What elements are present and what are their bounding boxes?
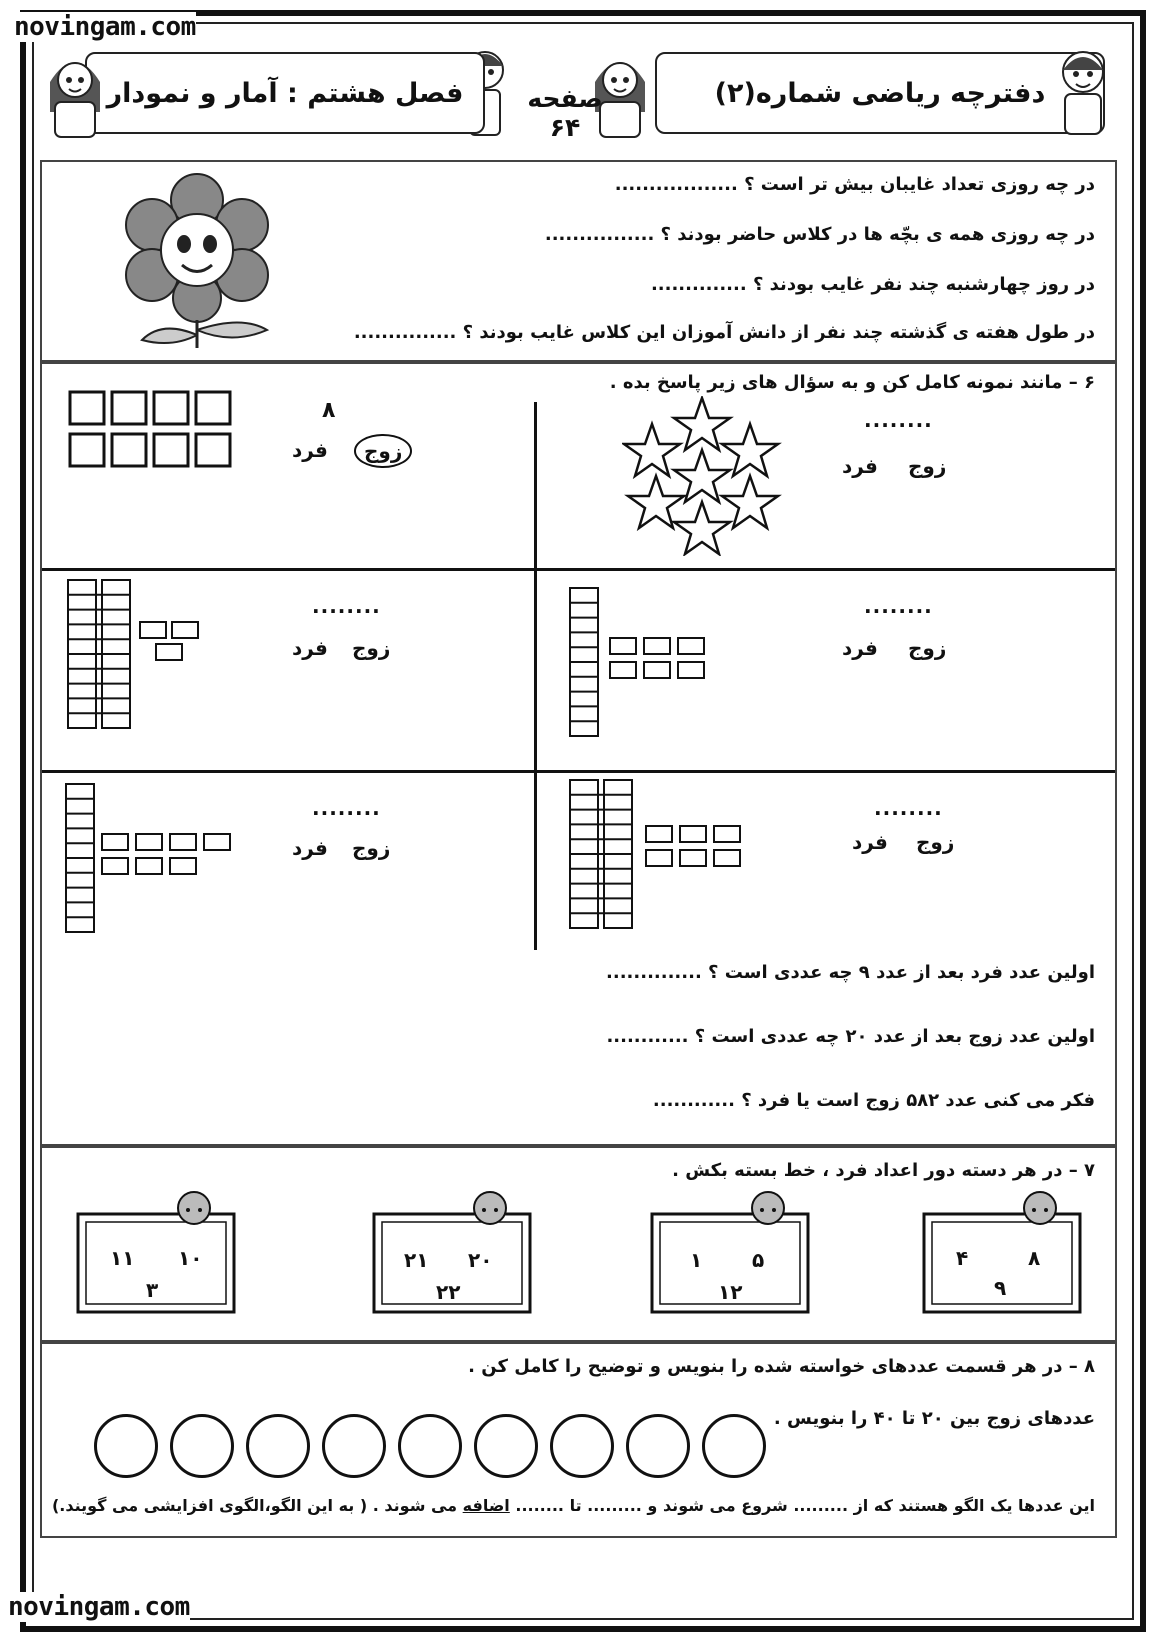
board-number[interactable]: ۴ <box>956 1246 969 1270</box>
answer-circle[interactable] <box>398 1414 462 1478</box>
stars-group-icon <box>622 396 782 556</box>
pattern-text-1: این عددها یک الگو هستند که از ......... شروع می شوند و ......... تا ........ <box>509 1496 1095 1515</box>
section6-question-2: اولین عدد زوج بعد از عدد ۲۰ چه عددی است ؟ ............ <box>606 1026 1095 1047</box>
board-number[interactable]: ۲۲ <box>436 1280 461 1304</box>
number-board[interactable] <box>920 1190 1085 1315</box>
board-number[interactable]: ۱ <box>690 1248 703 1272</box>
page-number: صفحه ۶۴ <box>527 84 603 142</box>
section8-title: ۸ – در هر قسمت عددهای خواسته شده را بنویس و توضیح را کامل کن . <box>468 1356 1095 1377</box>
board-number[interactable]: ۸ <box>1028 1246 1041 1270</box>
divider-row1 <box>42 568 1115 571</box>
pattern-text-added: اضافه <box>462 1496 510 1515</box>
book-title: دفترچه ریاضی شماره(۲) <box>714 77 1046 109</box>
section6-question-1: اولین عدد فرد بعد از عدد ۹ چه عددی است ؟ .............. <box>606 962 1095 983</box>
answer-circle[interactable] <box>170 1414 234 1478</box>
even-pattern-section <box>40 1342 1117 1538</box>
answer-blank[interactable]: ........ <box>312 796 381 820</box>
odd-label[interactable]: فرد <box>852 830 888 854</box>
question-3: در روز چهارشنبه چند نفر غایب بودند ؟ .............. <box>650 274 1095 295</box>
board-number[interactable]: ۱۰ <box>178 1246 203 1270</box>
pattern-text-2: می شوند . ( به این الگو،الگوی <box>213 1496 463 1515</box>
odd-even-section <box>40 362 1117 1146</box>
odd-label[interactable]: فرد <box>842 454 878 478</box>
eight-squares-icon <box>68 390 234 470</box>
answer-blank[interactable]: ........ <box>312 594 381 618</box>
number-board[interactable] <box>74 1190 239 1315</box>
attendance-questions-box <box>40 160 1117 362</box>
chapter-title: فصل هشتم : آمار و نمودار <box>106 77 464 109</box>
answer-circle[interactable] <box>474 1414 538 1478</box>
question-1: در چه روزی تعداد غایبان بیش تر است ؟ .................. <box>614 174 1095 195</box>
flower-illustration-icon <box>102 170 292 350</box>
answer-blank[interactable]: ........ <box>864 594 933 618</box>
question-4: در طول هفته ی گذشته چند نفر از دانش آموزان این کلاس غایب بودند ؟ ............... <box>353 322 1095 343</box>
divider-vertical <box>534 402 537 950</box>
answer-circle[interactable] <box>94 1414 158 1478</box>
odd-label[interactable]: فرد <box>292 836 328 860</box>
answer-blank[interactable]: ........ <box>874 796 943 820</box>
board-number[interactable]: ۲۱ <box>404 1248 429 1272</box>
board-number[interactable]: ۲۰ <box>468 1248 493 1272</box>
ten-bar-six-ones-icon <box>568 586 718 738</box>
answer-circle[interactable] <box>246 1414 310 1478</box>
board-number[interactable]: ۱۲ <box>718 1280 743 1304</box>
two-ten-bars-six-ones-icon <box>568 778 748 930</box>
even-label[interactable]: زوج <box>908 636 947 660</box>
answer-circle[interactable] <box>626 1414 690 1478</box>
answer-blank[interactable]: ........ <box>864 408 933 432</box>
watermark-top: novingam.com <box>14 12 196 42</box>
section6-title: ۶ – مانند نمونه کامل کن و به سؤال های زیر پاسخ بده . <box>609 372 1095 393</box>
even-label-circled[interactable]: زوج <box>354 434 412 468</box>
watermark-bottom: novingam.com <box>8 1592 190 1622</box>
section6-question-3: فکر می کنی عدد ۵۸۲ زوج است یا فرد ؟ ............ <box>652 1090 1095 1111</box>
two-ten-bars-three-ones-icon <box>66 578 206 730</box>
odd-label[interactable]: فرد <box>292 636 328 660</box>
even-label[interactable]: زوج <box>352 836 391 860</box>
chapter-title-banner <box>85 52 485 134</box>
board-number[interactable]: ۵ <box>752 1248 765 1272</box>
odd-label[interactable]: فرد <box>292 438 328 462</box>
answer-circle[interactable] <box>550 1414 614 1478</box>
example-number: ۸ <box>322 398 336 423</box>
divider-row2 <box>42 770 1115 773</box>
section8-instruction: عددهای زوج بین ۲۰ تا ۴۰ را بنویس . <box>773 1408 1095 1429</box>
board-number[interactable]: ۹ <box>994 1276 1007 1300</box>
question-2: در چه روزی همه ی بچّه ها در کلاس حاضر بودند ؟ ................ <box>544 224 1095 245</box>
even-label[interactable]: زوج <box>352 636 391 660</box>
number-board[interactable] <box>648 1190 813 1315</box>
section7-title: ۷ – در هر دسته دور اعداد فرد ، خط بسته بکش . <box>672 1160 1095 1181</box>
even-label[interactable]: زوج <box>908 454 947 478</box>
page-header <box>40 38 1125 148</box>
book-title-banner <box>655 52 1105 134</box>
pattern-sentence <box>52 1496 1095 1515</box>
kid-illustration-icon <box>1043 42 1113 142</box>
pattern-text-3: می گویند.) <box>51 1496 144 1515</box>
ten-bar-seven-ones-icon <box>64 782 244 934</box>
answer-circle[interactable] <box>702 1414 766 1478</box>
girl-illustration-icon <box>40 42 110 142</box>
board-number[interactable]: ۱۱ <box>110 1246 135 1270</box>
odd-circle-section <box>40 1146 1117 1342</box>
number-board[interactable] <box>370 1190 535 1315</box>
even-label[interactable]: زوج <box>916 830 955 854</box>
odd-label[interactable]: فرد <box>842 636 878 660</box>
board-number[interactable]: ۳ <box>146 1278 159 1302</box>
pattern-text-bold: افزایشی <box>143 1496 214 1515</box>
answer-circle[interactable] <box>322 1414 386 1478</box>
